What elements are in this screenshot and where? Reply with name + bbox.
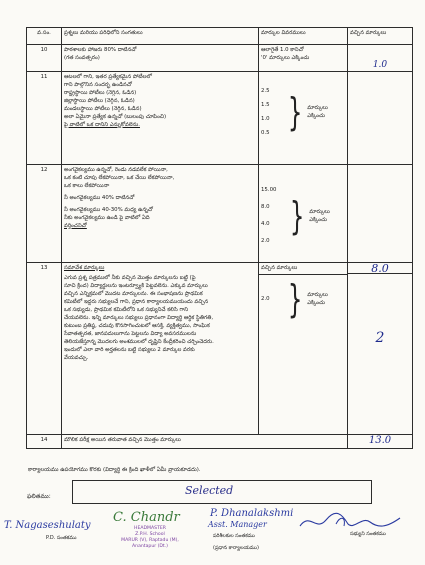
row-number: 11 <box>27 72 62 165</box>
table-header-row <box>27 28 413 45</box>
row-marks-detail <box>259 165 348 263</box>
question-line: రాష్ట్రస్థాయి పోటీలు (నెగ్గిన, ఓడిన) <box>64 90 137 96</box>
question-line: నీకు అంగవైకల్యము ఉండి పై వాటిలో ఏది <box>64 215 150 221</box>
handwritten-total: 13.0 <box>368 435 392 446</box>
signature-observer-title: Asst. Manager <box>208 520 267 529</box>
result-value: Selected <box>185 484 234 497</box>
row-obtained <box>348 435 413 449</box>
row-number: 13 <box>27 263 62 435</box>
question-line: కమిటీలో ఇద్దరు సభ్యులచే గాని, ప్రధాన కార్యాలయముయందు వచ్చిన <box>64 299 209 305</box>
handwritten-interview-mark: 8.0 <box>371 262 389 275</box>
row-obtained <box>348 72 413 165</box>
question-line: అలా ఏమైనా ప్రత్యేక ఉన్నచో (బులంపు చూపించి) <box>64 114 167 120</box>
question-line: (గత సంవత్సరం) <box>64 55 100 61</box>
side-label: మార్కులు <box>307 292 328 298</box>
received-marks-label: వచ్చిన మార్కులు <box>261 265 298 271</box>
question-line: ఒక కంటి చూపు లేకపోయినా, ఒక చేయి లేకపోయినా, <box>64 175 175 181</box>
row-marks-detail <box>259 45 348 72</box>
question-line: మండలస్థాయి పోటీలు (నెగ్గిన, ఓడిన) <box>64 106 142 112</box>
side-label: ఎక్కించు <box>309 216 328 223</box>
signature-pd-caption: P.D. సంతకము <box>46 535 77 541</box>
brace-symbol: } <box>289 193 305 238</box>
result-label: ఫలితము: <box>27 493 51 500</box>
handwritten-mark: 2 <box>375 330 385 346</box>
header-sno: వ.సం. <box>27 28 62 45</box>
marks-line: '0' మార్కులు ఎక్కించు <box>261 55 310 61</box>
header-topics: ప్రశ్నలు మరియు పరిధిలోని సంగతులు <box>62 28 259 45</box>
mark-value: 2.0 <box>261 238 270 244</box>
side-label: ఎక్కించు <box>307 113 326 119</box>
mark-value: 2.5 <box>261 88 270 94</box>
row-question <box>62 45 259 72</box>
member-signature-caption: సభ్యుని సంతకము <box>350 531 386 537</box>
side-label: మార్కులు <box>307 105 328 111</box>
row-question <box>62 72 259 165</box>
signature-observer-caption: పరిశీలకుల సంతకము <box>213 533 255 539</box>
signature-headmaster: C. Chandr <box>113 510 180 525</box>
question-line: ఒక సభ్యుడు, ప్రాథమిక కమిటీలోని ఒక సభ్యునిచే కలిసి గాని <box>64 307 189 313</box>
headmaster-stamp <box>110 526 190 550</box>
row-question <box>62 435 348 449</box>
header-marks-obtained: వచ్చిన మార్కులు <box>348 28 413 45</box>
head-office-caption: (ప్రధాన కార్యాలయము) <box>213 545 259 551</box>
question-title: సమావేశ మార్కులు <box>64 265 105 271</box>
question-line: జిల్లాస్థాయి పోటీలు (నెగ్గిన, ఓడిన) <box>64 98 135 104</box>
question-line: సేవాతత్పరత, జానపదులుగాను పెట్టలను విద్యా అవసరములను <box>64 331 197 337</box>
stamp-line: Z.P.H. School <box>135 532 165 537</box>
brace-symbol: } <box>287 90 303 134</box>
question-line: ఎగువ ప్రశ్న పత్రములో నీకు వచ్చిన మొత్తం మార్కులను బట్టి (పై <box>64 275 196 281</box>
question-line: గాని పాల్గొనిన సందర్భ ఉండినచో <box>64 82 132 88</box>
question-line: నీ అంగవైకల్యము 40-30% మధ్య ఉన్నచో <box>64 207 153 213</box>
row-number: 10 <box>27 45 62 72</box>
marks-line: ఆలాగైతే 1.0 కానిచో <box>261 47 304 53</box>
brace-symbol: } <box>287 277 303 321</box>
table-row <box>27 263 413 435</box>
row-obtained <box>348 165 413 263</box>
question-line: తెలియజేస్తూన్న మొదలగు అంశములలో దృష్టిని కేంద్రీకరించి చర్చించెదరు. <box>64 339 214 345</box>
row-obtained <box>348 45 413 72</box>
question-line: ఇందులో ఎలా వారి అర్హతలను బట్టి సభ్యులు 2 మార్కుల వరకు <box>64 347 195 353</box>
question-line: ఒక కాలు లేకపోయినా <box>64 183 110 189</box>
mark-value: 1.0 <box>261 116 270 122</box>
row-number: 14 <box>27 435 62 449</box>
question-line: సూచి క్రింద) విద్యార్థులను ఇంటర్వ్యూకి పెట్టవలెను. ఎక్కువ మార్కులు <box>64 283 208 289</box>
mark-value: 1.5 <box>261 102 270 108</box>
question-line: అంగవైకల్యము ఉన్నచో, రెండు నడవలేక పోయినా, <box>64 167 168 173</box>
side-label: ఎక్కించు <box>307 300 326 306</box>
signature-observer: P. Dhanalakshmi <box>210 508 294 519</box>
question-line: నీ అంగవైకల్యము 40% దాటినచో <box>64 195 135 201</box>
table-row <box>27 45 413 72</box>
mark-value: 8.0 <box>261 204 270 210</box>
stamp-line: HEADMASTER <box>134 526 166 531</box>
row-question <box>62 263 259 435</box>
header-marks-detail: మార్కుల వివరములు <box>259 28 348 45</box>
question-line: వర్తించనిచో <box>64 223 87 229</box>
row-marks-detail <box>259 263 348 435</box>
table-row <box>27 435 413 449</box>
question-line: చేయవలెను. ఇన్ని మార్కులు సభ్యులు ప్రధానంగా విద్యార్థి ఆర్థిక స్థితిగతి, <box>64 315 214 321</box>
side-label: మార్కులు <box>309 208 330 215</box>
row-marks-detail <box>259 72 348 165</box>
table-row <box>27 72 413 165</box>
mark-value: 4.0 <box>261 221 270 227</box>
mark-value: 2.0 <box>261 296 270 302</box>
handwritten-mark: 1.0 <box>372 60 388 70</box>
question-line: వచ్చిన ఎన్నిక్రమలో మొదట మార్కులను. ఈ సంభాషణను ప్రాథమిక <box>64 291 203 297</box>
question-line: పాఠశాలకు హాజరు 80% దాటినచో <box>64 47 137 53</box>
result-box <box>72 480 372 504</box>
mark-value: 0.5 <box>261 130 270 136</box>
footer-note: కార్యాలయము ఉపయోగము కొరకు (విద్యార్థి ఈ క్రింది ఖాళీలో ఏమీ వ్రాయకూడదు). <box>28 467 201 473</box>
row-number: 12 <box>27 165 62 263</box>
stamp-line: Anantapur (Dt.) <box>132 544 168 549</box>
question-line: మౌలిక పరీక్ష అయిన తరువాత వచ్చిన మొత్తం మార్కులు <box>64 437 181 443</box>
signature-pd: T. Nagaseshulaty <box>4 520 91 531</box>
mark-value: 15.00 <box>261 187 277 193</box>
marks-table <box>26 27 413 449</box>
row-obtained <box>348 263 413 435</box>
stamp-line: MARUR (V), Raptadu (M), <box>121 538 179 543</box>
question-line: ఆటలలో గాని, ఇతర ప్రత్యేకమైన పోటీలలో <box>64 74 152 80</box>
row-question <box>62 165 259 263</box>
question-line: పై వాటిలో ఒక దానిని ఎన్నుకోవలెను. <box>64 122 140 128</box>
table-row <box>27 165 413 263</box>
question-line: కుటుంబ ప్రతిష్ఠ, చదువు కొనసాగించుటలో ఆసక్తి, వ్యక్తిత్వము, సాంఘిక <box>64 323 210 329</box>
question-line: వేయవచ్చు. <box>64 355 89 361</box>
